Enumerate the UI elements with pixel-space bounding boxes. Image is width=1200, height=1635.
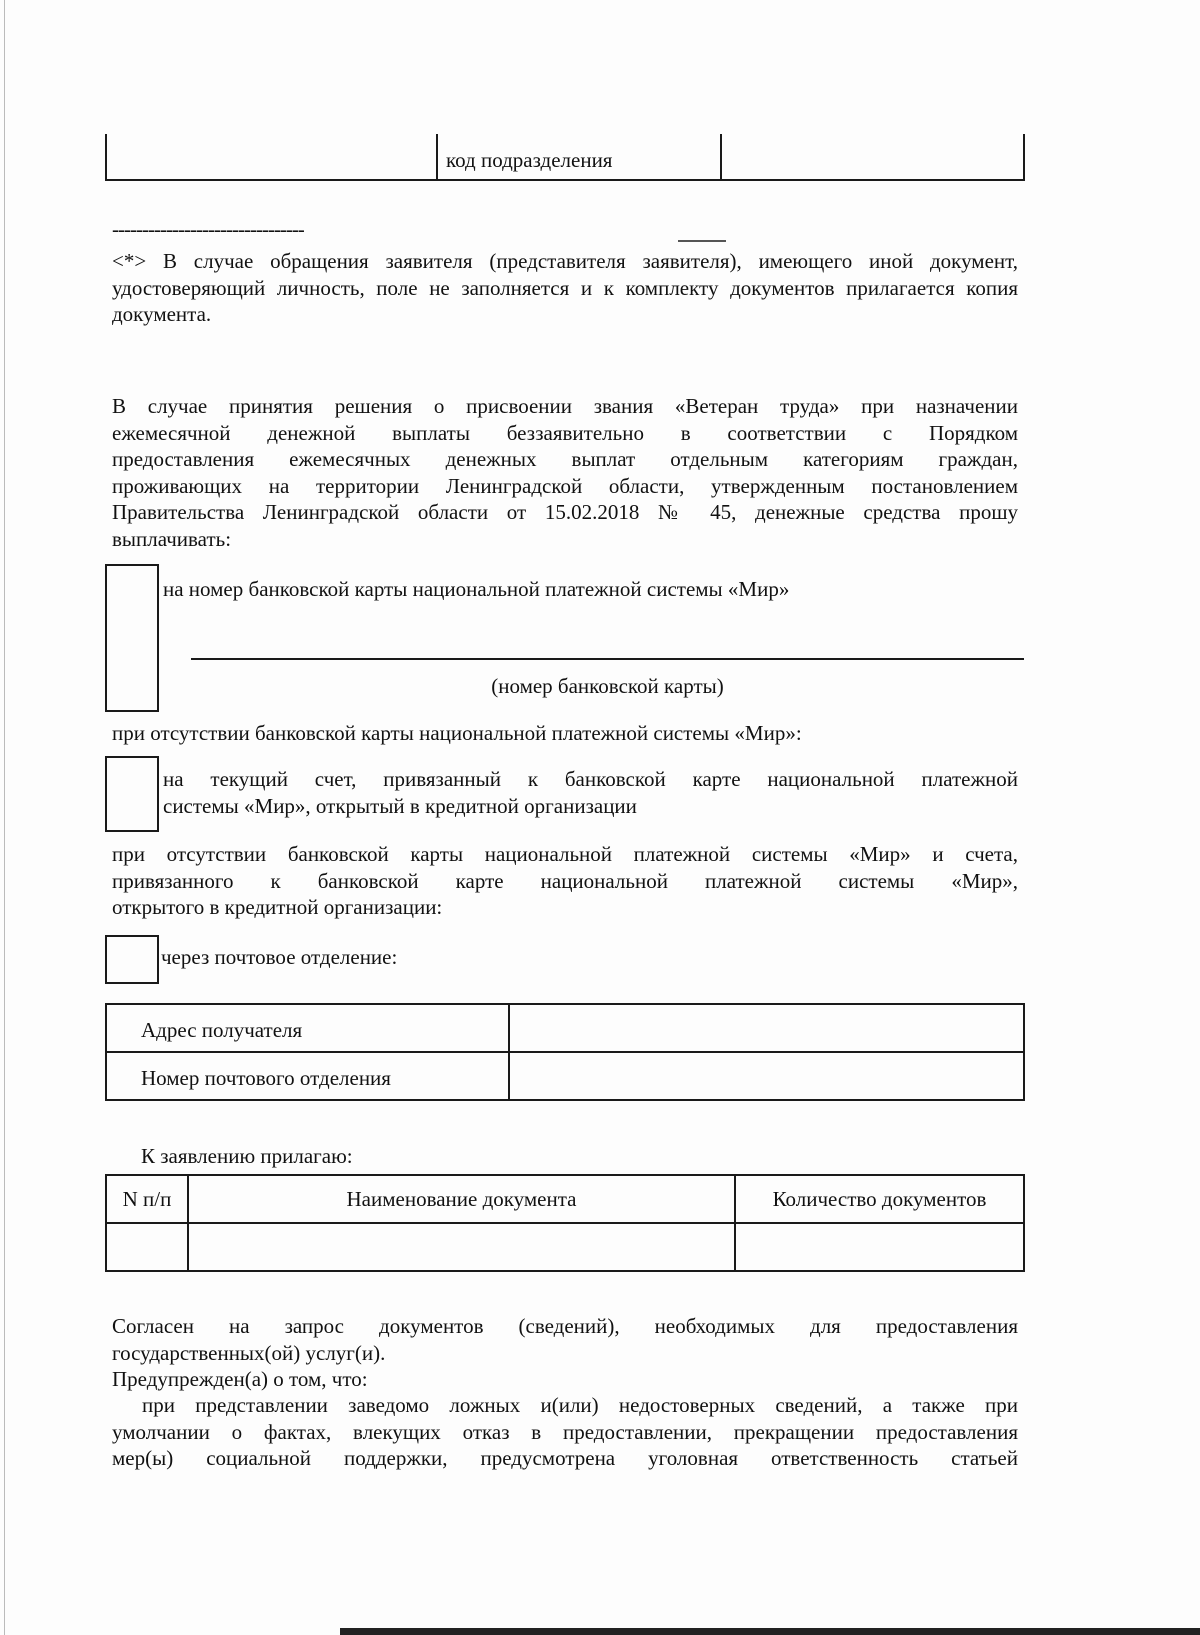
card-number-caption: (номер банковской карты)	[491, 674, 724, 698]
post-office-number-label: Номер почтового отделения	[106, 1052, 509, 1100]
recipient-address-field[interactable]	[509, 1004, 1024, 1052]
footnote-text: <*> В случае обращения заявителя (представителя заявителя), имеющего иной документ, удостоверяющий личность, поле не заполняется и к комплекту документов прилагается копия документа.	[112, 249, 1018, 326]
account-option-label: на текущий счет, привязанный к банковской карте национальной платежной системы «Мир», открытый в кредитной организации	[163, 767, 1018, 818]
intro-paragraph: В случае принятия решения о присвоении звания «Ветеран труда» при назначении ежемесячной денежной выплаты беззаявительно в соответствии с Порядком предоставления ежемесячных денежных выплат отдельным категориям граждан, проживающих на территории Ленинградской области, утвержденным постановлением Правительства Ленинградской области от 15.02.2018 № 45, денежные средства прошу выплачивать:	[112, 394, 1018, 551]
post-option-checkbox[interactable]	[105, 935, 159, 984]
col-doc-name-header: Наименование документа	[188, 1175, 735, 1223]
scan-edge-left	[4, 0, 5, 1635]
row-doc-name-cell[interactable]	[188, 1223, 735, 1271]
recipient-address-label: Адрес получателя	[106, 1004, 509, 1052]
post-table	[105, 1003, 1025, 1101]
table-row	[106, 1052, 1024, 1100]
no-card-no-account-text: при отсутствии банковской карты национальной платежной системы «Мир» и счета, привязанного к банковской карте национальной платежной системы «Мир», открытого в кредитной организации:	[112, 842, 1018, 919]
scan-edge-bottom	[340, 1628, 1200, 1635]
footnote-separator: --------------------------------	[112, 217, 304, 241]
account-option-checkbox[interactable]	[105, 756, 159, 832]
attachments-heading: К заявлению прилагаю:	[141, 1144, 353, 1168]
scan-mark	[678, 240, 726, 242]
card-option-checkbox[interactable]	[105, 564, 159, 712]
department-code-field[interactable]	[720, 134, 1021, 178]
card-number-field[interactable]	[191, 658, 1024, 660]
row-number-cell[interactable]	[106, 1223, 188, 1271]
warned-text: Предупрежден(а) о том, что:	[112, 1367, 368, 1391]
card-option-label: на номер банковской карты национальной платежной системы «Мир»	[163, 577, 790, 601]
col-number-header: N п/п	[106, 1175, 188, 1223]
post-option-label: через почтовое отделение:	[161, 945, 398, 969]
department-code-label: код подразделения	[446, 148, 613, 172]
table-row	[106, 1004, 1024, 1052]
no-card-text: при отсутствии банковской карты национальной платежной системы «Мир»:	[112, 721, 802, 745]
row-doc-count-cell[interactable]	[735, 1223, 1024, 1271]
table-row	[106, 1223, 1024, 1271]
liability-text: при представлении заведомо ложных и(или) недостоверных сведений, а также при умолчании о фактах, влекущих отказ в предоставлении, прекращении предоставления мер(ы) социальной поддержки, предусмотрена уголовная ответственность статьей	[112, 1393, 1018, 1470]
consent-text: Согласен на запрос документов (сведений), необходимых для предоставления государственных(ой) услуг(и).	[112, 1314, 1018, 1365]
attachments-table	[105, 1174, 1025, 1272]
post-office-number-field[interactable]	[509, 1052, 1024, 1100]
table-header-row	[106, 1175, 1024, 1223]
col-doc-count-header: Количество документов	[735, 1175, 1024, 1223]
